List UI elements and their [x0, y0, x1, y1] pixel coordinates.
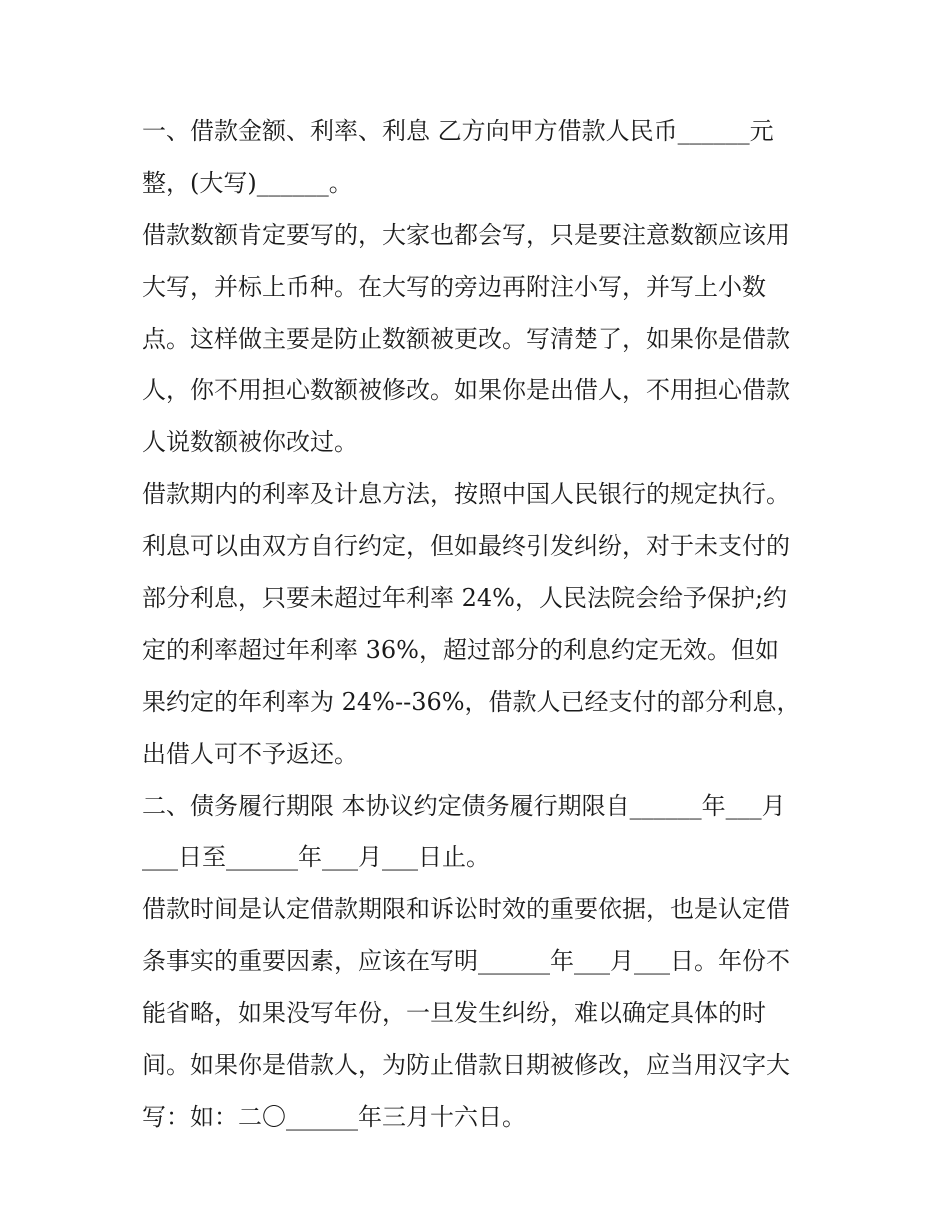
text-line: ___日至______年___月___日止。 [142, 843, 490, 872]
text-line: 人说数额被你改过。 [142, 428, 358, 457]
text-line: 借款数额肯定要写的，大家也都会写，只是要注意数额应该用 [142, 220, 790, 249]
text-line: 定的利率超过年利率 36%，超过部分的利息约定无效。但如 [142, 635, 779, 664]
text-line: 部分利息，只要未超过年利率 24%，人民法院会给予保护;约 [142, 584, 788, 613]
text-line: 一、借款金额、利率、利息 乙方向甲方借款人民币______元 [142, 117, 774, 145]
text-line: 借款时间是认定借款期限和诉讼时效的重要依据，也是认定借 [142, 895, 790, 924]
document-body [142, 106, 814, 1144]
text-line: 大写，并标上币种。在大写的旁边再附注小写，并写上小数 [142, 272, 766, 301]
text-line: 借款期内的利率及计息方法，按照中国人民银行的规定执行。 [142, 480, 790, 509]
text-line: 果约定的年利率为 24%--36%，借款人已经支付的部分利息， [142, 687, 801, 716]
text-line: 点。这样做主要是防止数额被更改。写清楚了，如果你是借款 [142, 324, 790, 353]
text-line: 整，(大写)______。 [142, 168, 353, 197]
text-line: 写：如：二〇______年三月十六日。 [142, 1102, 526, 1131]
text-line: 利息可以由双方自行约定，但如最终引发纠纷，对于未支付的 [142, 532, 790, 561]
text-line: 二、债务履行期限 本协议约定债务履行期限自______年___月 [142, 791, 786, 820]
text-line: 出借人可不予返还。 [142, 739, 358, 768]
text-line: 能省略，如果没写年份，一旦发生纠纷，难以确定具体的时 [142, 999, 766, 1028]
text-line: 人，你不用担心数额被修改。如果你是出借人，不用担心借款 [142, 376, 790, 405]
text-line: 条事实的重要因素，应该在写明______年___月___日。年份不 [142, 947, 790, 976]
text-line: 间。如果你是借款人，为防止借款日期被修改，应当用汉字大 [142, 1051, 790, 1080]
